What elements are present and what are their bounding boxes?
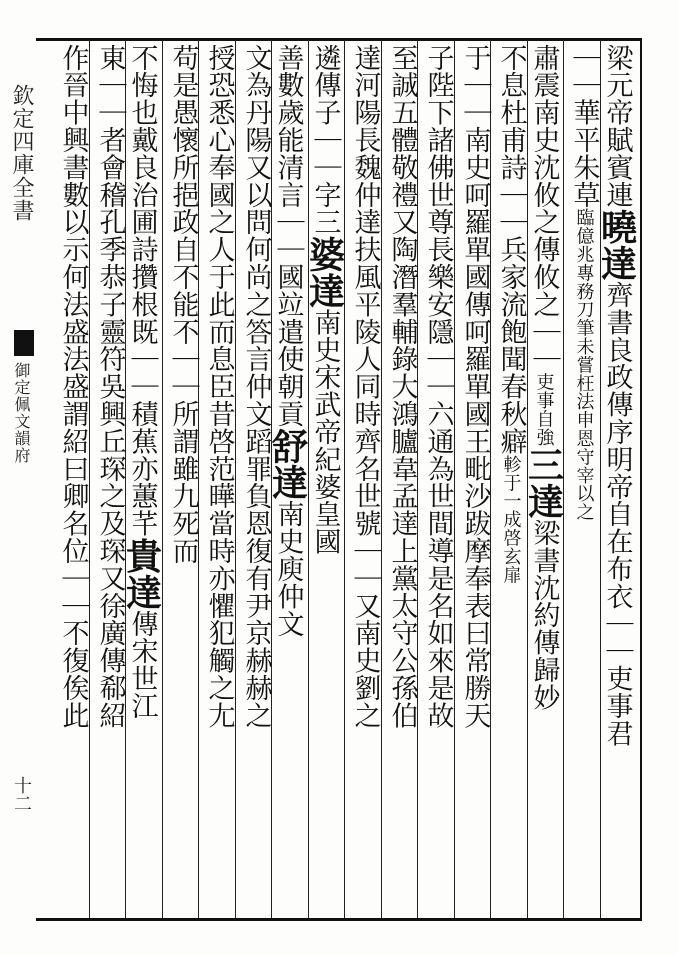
text-segment: ｜｜ (94, 71, 126, 127)
text-segment: ｜｜ (57, 564, 89, 620)
text-segment: ｜｜ (272, 208, 304, 264)
headword-char: 達 (303, 272, 346, 309)
headword-char: 達 (522, 482, 565, 520)
text-segment: ｜｜ (601, 610, 633, 665)
text-segment: ｜｜ (349, 537, 381, 593)
text-column (421, 44, 452, 914)
top-border (36, 38, 642, 41)
column-rule (344, 40, 345, 918)
text-column (567, 44, 598, 914)
text-column (494, 44, 525, 914)
text-segment: ｜｜ (309, 126, 341, 182)
text-segment: 軫于一成啓玄扉 (500, 455, 522, 584)
margin-gutter (0, 38, 34, 921)
headword-char: 婆 (303, 235, 346, 273)
text-column (348, 44, 379, 914)
headword-char: 達 (120, 573, 163, 611)
text-segment: 子陛下諸佛世尊長樂安隱 (422, 44, 454, 346)
text-segment: 吏事自強 (533, 372, 555, 447)
text-segment: 苟是愚懷所挹政自不能不 (167, 44, 199, 346)
text-segment: ｜｜ (495, 181, 527, 236)
text-column (239, 44, 270, 914)
text-segment: 又南史劉之 (349, 592, 381, 730)
column-rule (600, 40, 601, 918)
text-segment: 兵家流飽聞春秋癖 (495, 235, 527, 456)
text-segment: 南史呵羅單國傳呵羅單國王毗沙跋摩奉表曰常勝天 (459, 126, 491, 730)
headword-char: 三 (522, 446, 565, 483)
text-segment: 者會稽孔季恭子靈符吳興丘琛之及琛又徐廣傳郗紹 (94, 126, 126, 730)
text-segment: 授恐悉心奉國之人于此而息臣昔啓范曄當時亦懼犯觸之尢 (203, 44, 235, 729)
text-segment: 東 (94, 44, 126, 72)
headword-char: 達 (266, 464, 309, 501)
column-rule (527, 40, 528, 918)
text-segment: 六通為世間導是名如來是故 (422, 400, 454, 730)
text-column (120, 44, 163, 914)
right-border (640, 38, 642, 921)
text-segment: ｜｜ (167, 345, 199, 401)
text-column (202, 44, 233, 914)
text-segment: 不悔也戴良治圃詩攢根既 (126, 44, 158, 346)
text-segment: 至誠五體敬禮又陶潛羣輔錄大鴻臚韋孟達上黨太守公孫伯 (386, 44, 418, 729)
column-rule (454, 40, 455, 918)
text-column (458, 44, 489, 914)
fishtail-mark (14, 330, 34, 356)
text-column (385, 44, 416, 914)
page-number: 十二 (11, 776, 32, 812)
text-segment: 文為丹陽又以問何尚之答言仲文蹈罪負恩復有尹京赫赫之 (240, 44, 272, 729)
column-rule (381, 40, 382, 918)
text-segment: 達河陽長魏仲達扶風平陵人同時齊名世號 (349, 44, 381, 538)
text-segment: 作晉中興書數以示何法盛法盛謂紹曰卿名位 (57, 44, 89, 565)
text-column (595, 44, 638, 914)
volume-title: 御定佩文韻府 (12, 362, 31, 464)
text-segment: 臨億兆專務刀筆未嘗枉法申恩守宰以之 (573, 208, 595, 522)
text-segment: 南史庾仲文 (272, 500, 304, 638)
text-segment: 字三 (309, 181, 341, 236)
text-segment: 梁書沈約傳歸妙 (528, 519, 560, 712)
text-segment: 梁元帝賦賓連 (601, 44, 633, 209)
text-segment: 積蕉亦蕙芊 (126, 400, 158, 538)
text-segment: ｜｜ (126, 345, 158, 401)
text-segment: 齊書良政傳序明帝自在布衣 (601, 281, 633, 611)
text-segment: 南史宋武帝紀婆皇國 (309, 308, 341, 556)
text-segment: ｜｜ (528, 318, 560, 373)
text-segment: 所謂雖九死而 (167, 400, 199, 565)
text-segment: 傳宋世江 (126, 610, 158, 720)
text-segment: ｜｜ (422, 345, 454, 401)
text-segment: 國竝遣使朝貢 (272, 263, 304, 428)
text-segment: 不息杜甫詩 (495, 44, 527, 181)
text-segment: 于 (459, 44, 491, 72)
text-segment: 遴傳子 (309, 44, 341, 127)
text-segment: ｜｜ (459, 71, 491, 127)
headword-char: 曉 (595, 208, 638, 245)
text-segment: 肅震南史沈攸之傳攸之 (528, 44, 560, 318)
text-column (93, 44, 124, 914)
text-segment: 善數歲能清言 (272, 44, 304, 209)
text-column (303, 44, 346, 914)
text-column (56, 44, 87, 914)
column-rule (89, 40, 90, 918)
text-column (266, 44, 309, 914)
text-segment: ｜｜華平朱草 (568, 44, 600, 209)
column-rule (235, 40, 236, 918)
text-segment: 吏事君 (601, 664, 633, 748)
book-title: 欽定四庫全書 (9, 84, 34, 222)
text-column (522, 44, 565, 914)
headword-char: 舒 (266, 427, 309, 465)
headword-char: 貴 (120, 537, 163, 574)
column-rule (162, 40, 163, 918)
text-segment: 不復俟此 (57, 619, 89, 730)
text-column (166, 44, 197, 914)
headword-char: 達 (595, 244, 638, 282)
bottom-border (36, 918, 642, 921)
